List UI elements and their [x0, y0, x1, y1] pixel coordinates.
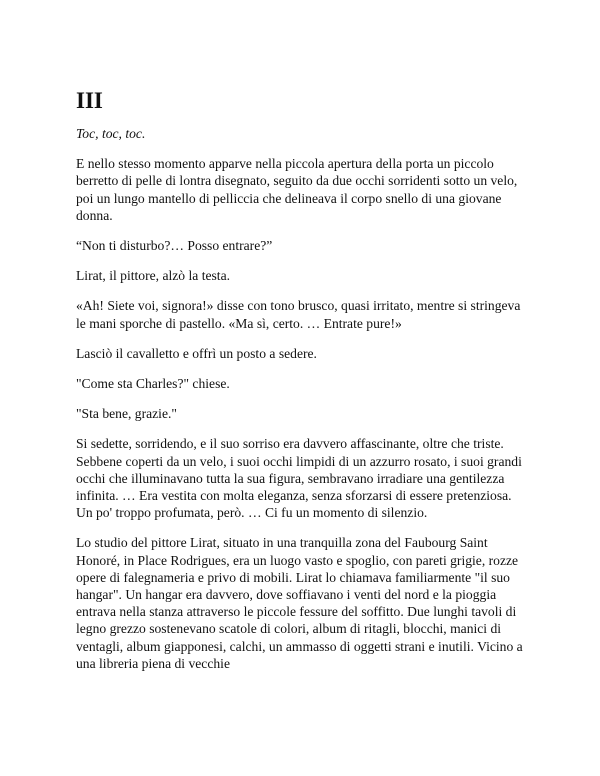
paragraph-arrival: E nello stesso momento apparve nella piccola apertura della porta un piccolo berretto di pelle di lontra disegnato, seguito da due occhi sorridenti sotto un velo, poi un lungo mantello di pelliccia che delineava il corpo snello di una giovane donna.	[76, 156, 518, 223]
paragraph-easel: Lasciò il cavalletto e offrì un posto a sedere.	[76, 345, 317, 361]
paragraph-question: “Non ti disturbo?… Posso entrare?”	[76, 238, 273, 254]
paragraph-charles-answer: "Sta bene, grazie."	[76, 406, 177, 422]
paragraph-greeting: «Ah! Siete voi, signora!» disse con tono brusco, quasi irritato, mentre si stringeva le mani sporche di pastello. «Ma sì, certo. … Entrate pure!»	[76, 298, 521, 331]
chapter-title: III	[76, 88, 103, 113]
paragraph-lirat-looks-up: Lirat, il pittore, alzò la testa.	[76, 268, 231, 284]
paragraph-smile: Si sedette, sorridendo, e il suo sorriso era davvero affascinante, oltre che triste. Sebbene coperti da un velo, i suoi occhi limpidi di un azzurro rosato, i suoi grandi occhi che illuminavano tutta la sua figura, sembravano irradiare una gentilezza infinita. … Era vestita con molta eleganza, senza sforzarsi di essere pretenziosa. Un po' troppo profumata, però. … Ci fu un momento di silenzio.	[76, 436, 522, 521]
paragraph-charles-question: "Come sta Charles?" chiese.	[76, 376, 230, 392]
paragraph-studio: Lo studio del pittore Lirat, situato in una tranquilla zona del Faubourg Saint Honoré, in Place Rodrigues, era un luogo vasto e spoglio, con pareti grigie, rozze opere di falegnameria e privo di mobili. Lirat lo chiamava familiarmente "il suo hangar". Un hangar era davvero, dove soffiavano i venti del nord e la pioggia entrava nella stanza attraverso le piccole fessure del soffitto. Due lunghi tavoli di legno grezzo sostenevano scatole di colori, album di ritagli, blocchi, manici di ventagli, album giapponesi, calchi, un ammasso di oggetti strani e inutili. Vicino a una libreria piena di vecchie	[76, 535, 523, 671]
document-page	[76, 88, 526, 685]
paragraph-knock: Toc, toc, toc.	[76, 126, 146, 141]
